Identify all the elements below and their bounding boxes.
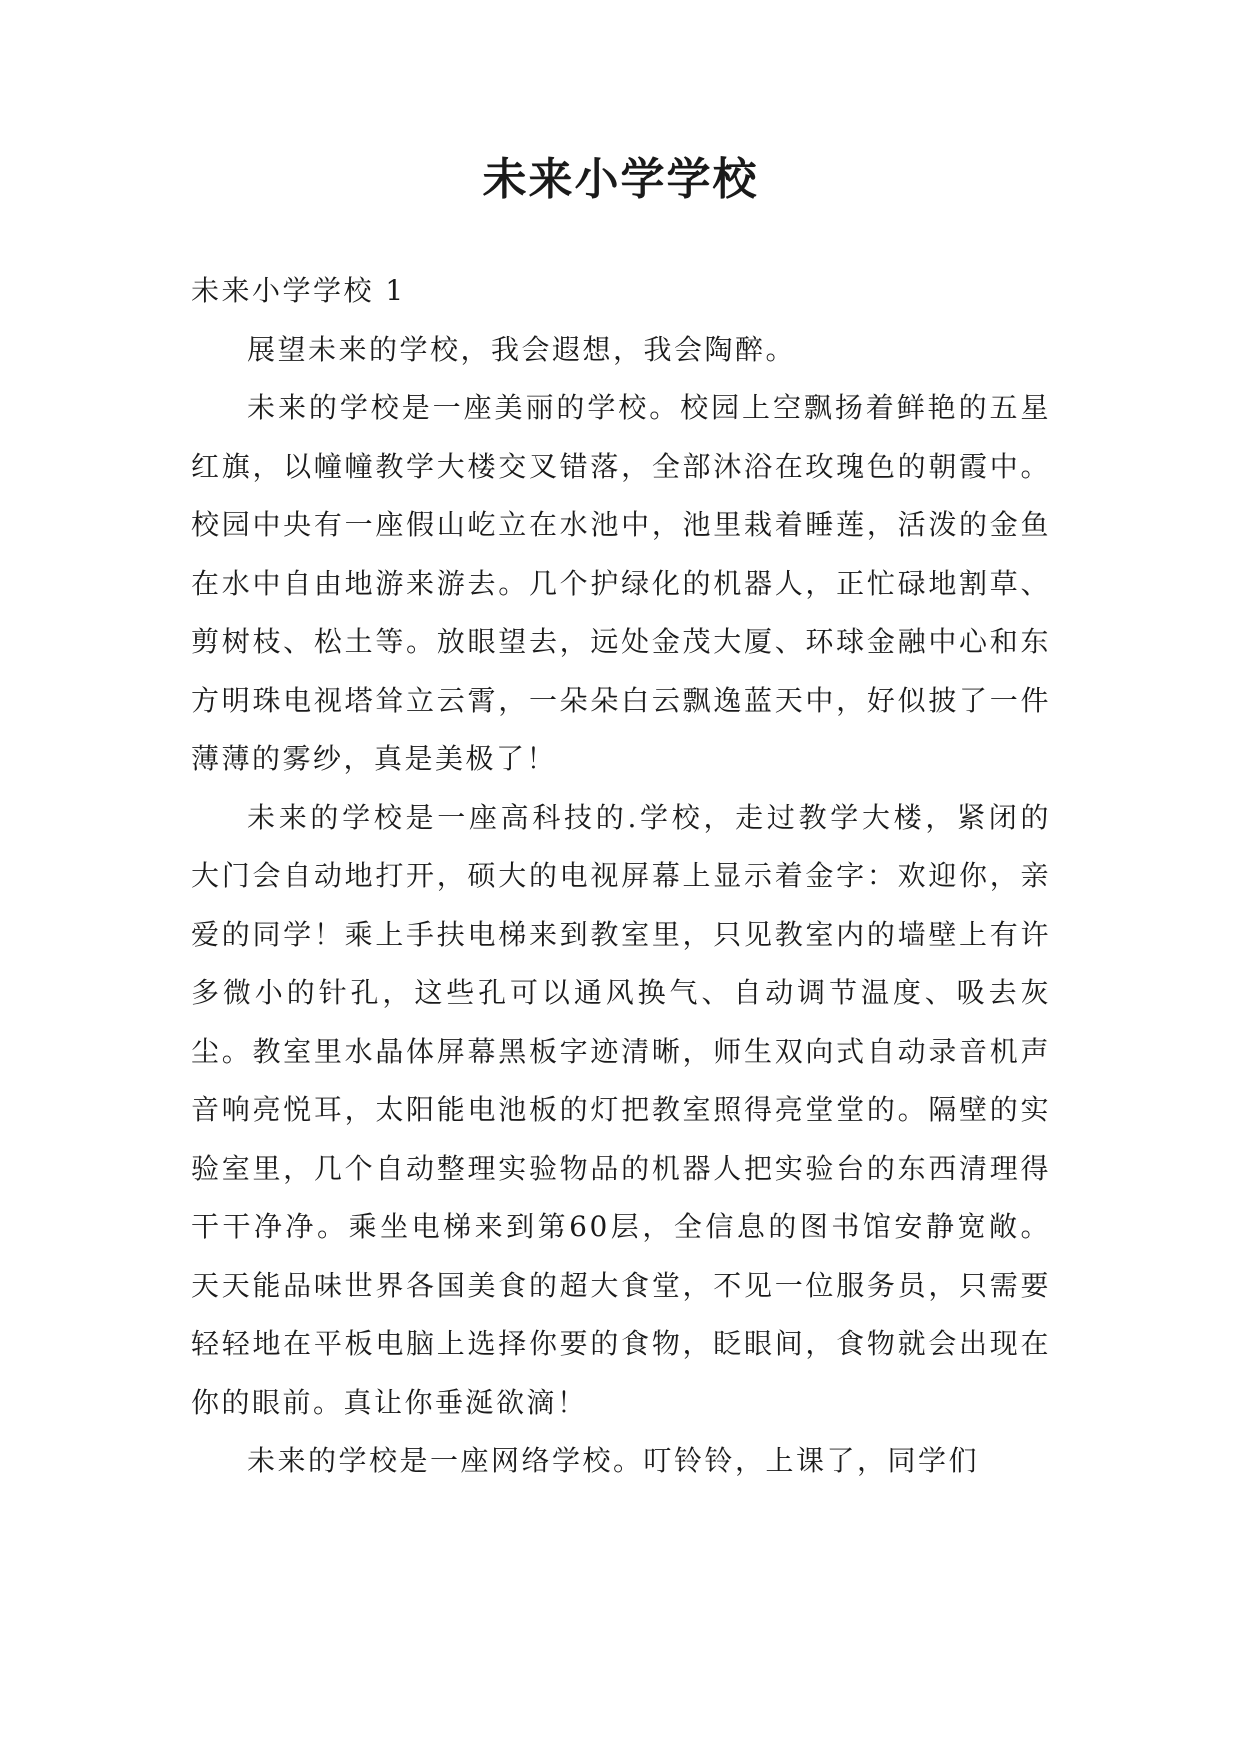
paragraph: 未来的学校是一座高科技的.学校，走过教学大楼，紧闭的大门会自动地打开，硕大的电视屏幕上显示着金字：欢迎你，亲爱的同学！乘上手扶电梯来到教室里，只见教室内的墙壁上有许多微小的针孔，这些孔可以通风换气、自动调节温度、吸去灰尘。教室里水晶体屏幕黑板字迹清晰，师生双向式自动录音机声音响亮悦耳，太阳能电池板的灯把教室照得亮堂堂的。隔壁的实验室里，几个自动整理实验物品的机器人把实验台的东西清理得干干净净。乘坐电梯来到第60层，全信息的图书馆安静宽敞。天天能品味世界各国美食的超大食堂，不见一位服务员，只需要轻轻地在平板电脑上选择你要的食物，眨眼间，食物就会出现在你的眼前。真让你垂涎欲滴！ <box>191 800 1051 1419</box>
paragraph: 未来的学校是一座网络学校。叮铃铃，上课了，同学们 <box>247 1444 980 1477</box>
paragraph: 未来的学校是一座美丽的学校。校园上空飘扬着鲜艳的五星红旗，以幢幢教学大楼交叉错落，全部沐浴在玫瑰色的朝霞中。校园中央有一座假山屹立在水池中，池里栽着睡莲，活泼的金鱼在水中自由地游来游去。几个护绿化的机器人，正忙碌地割草、剪树枝、松土等。放眼望去，远处金茂大厦、环球金融中心和东方明珠电视塔耸立云霄，一朵朵白云飘逸蓝天中，好似披了一件薄薄的雾纱，真是美极了！ <box>191 391 1051 775</box>
document-body <box>191 262 1051 1491</box>
document-title: 未来小学学校 <box>482 154 759 205</box>
paragraph: 展望未来的学校，我会遐想，我会陶醉。 <box>247 332 797 366</box>
section-heading: 未来小学学校 1 <box>191 274 406 307</box>
